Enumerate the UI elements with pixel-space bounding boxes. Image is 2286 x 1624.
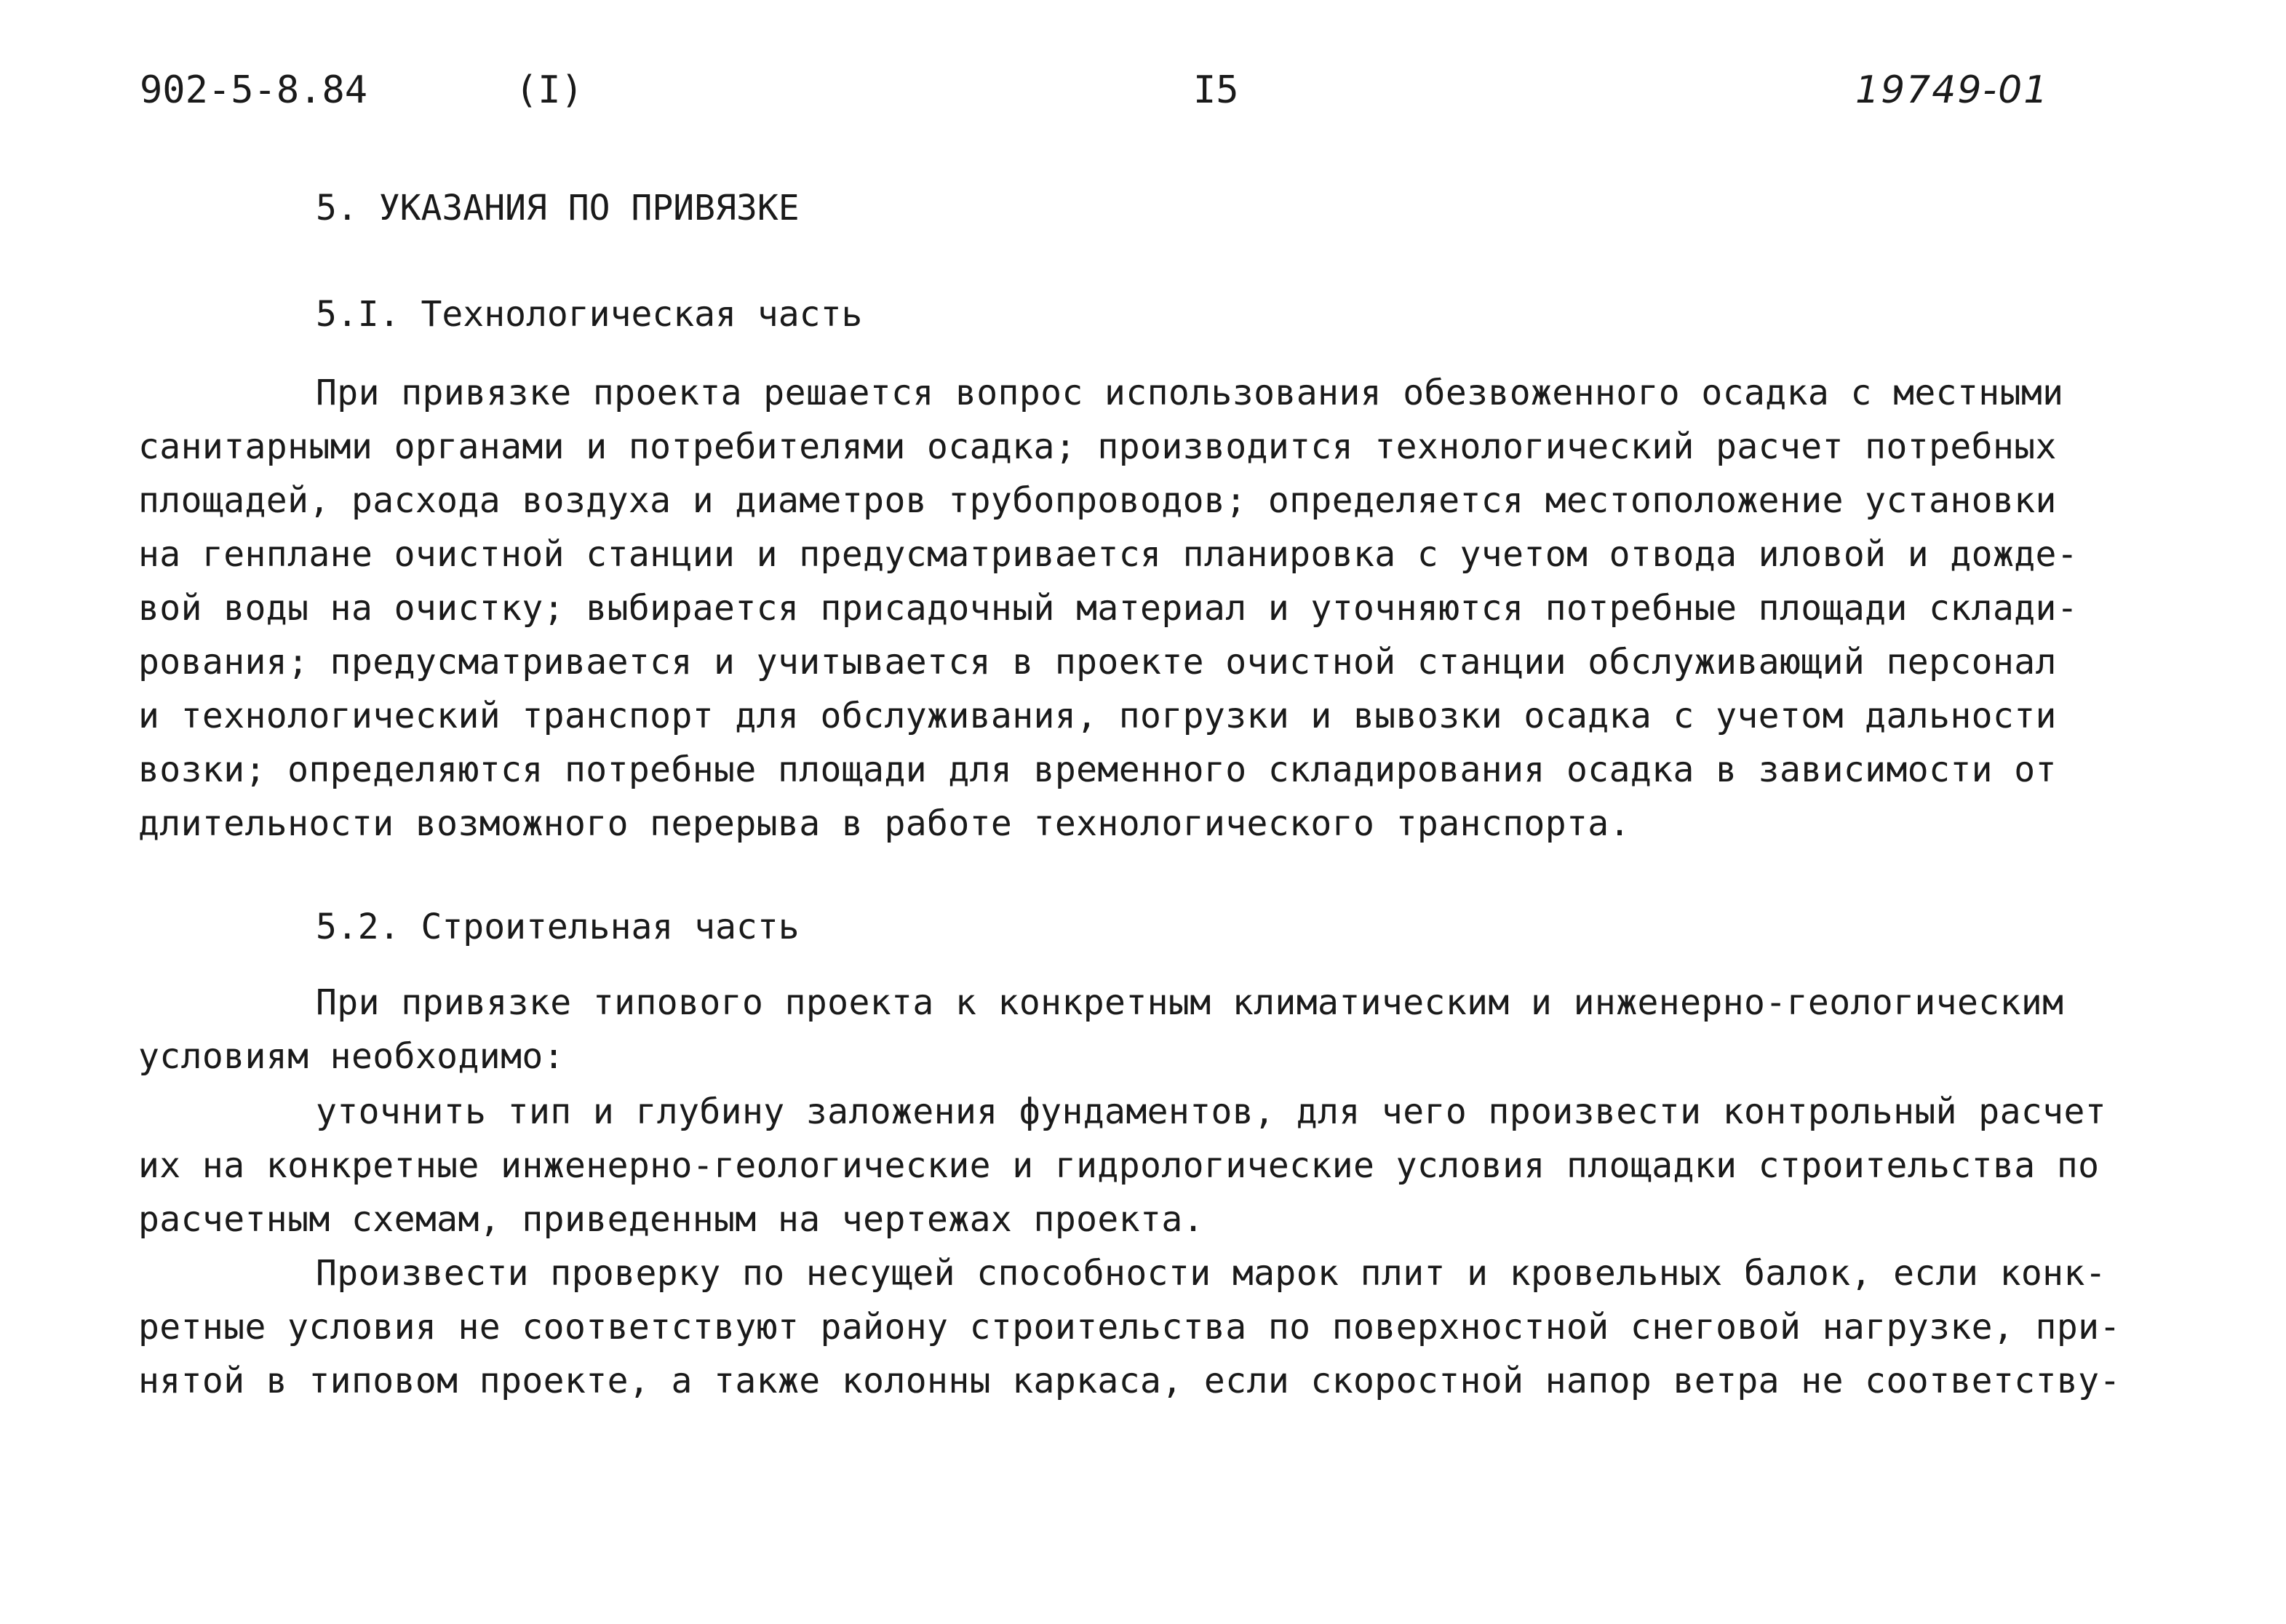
- paragraph-line: их на конкретные инженерно-геологические и гидрологические условия площадки строительства по: [138, 1145, 2100, 1186]
- paragraph-line: уточнить тип и глубину заложения фундаментов, для чего произвести контрольный расчет: [316, 1091, 2107, 1132]
- paragraph-line: на генплане очистной станции и предусматривается планировка с учетом отвода иловой и дожде-: [138, 534, 2079, 575]
- paragraph-line: длительности возможного перерыва в работе технологического транспорта.: [138, 803, 1630, 844]
- doc-code: 902-5-8.84: [140, 68, 368, 112]
- paragraph-line: вой воды на очистку; выбирается присадочный материал и уточняются потребные площади склади-: [138, 588, 2079, 629]
- paragraph-line: нятой в типовом проекте, а также колонны каркаса, если скоростной напор ветра не соответству-: [138, 1361, 2121, 1401]
- paragraph-line: При привязке типового проекта к конкретным климатическим и инженерно-геологическим: [316, 982, 2064, 1023]
- paragraph-line: ретные условия не соответствуют району строительства по поверхностной снеговой нагрузке, при-: [138, 1307, 2121, 1348]
- paragraph-line: санитарными органами и потребителями осадка; производится технологический расчет потребных: [138, 426, 2057, 467]
- subsection-title-construction: 5.2. Строительная часть: [316, 907, 800, 947]
- paragraph-line: При привязке проекта решается вопрос использования обезвоженного осадка с местными: [316, 373, 2064, 413]
- paragraph-line: условиям необходимо:: [138, 1036, 565, 1077]
- paragraph-line: площадей, расхода воздуха и диаметров трубопроводов; определяется местоположение установки: [138, 480, 2057, 521]
- paragraph-line: расчетным схемам, приведенным на чертежах проекта.: [138, 1199, 1204, 1240]
- archive-number: 19749-01: [1855, 68, 2050, 112]
- page-number: I5: [1193, 68, 1239, 112]
- paragraph-line: и технологический транспорт для обслуживания, погрузки и вывозки осадка с учетом дальности: [138, 696, 2057, 736]
- subsection-title-technological: 5.I. Технологическая часть: [316, 294, 863, 335]
- paragraph-line: рования; предусматривается и учитывается в проекте очистной станции обслуживающий персонал: [138, 642, 2057, 682]
- sheet-number: (I): [515, 68, 584, 112]
- paragraph-line: возки; определяются потребные площади для временного складирования осадка в зависимости от: [138, 749, 2057, 790]
- section-title: 5. УКАЗАНИЯ ПО ПРИВЯЗКЕ: [316, 188, 800, 228]
- paragraph-line: Произвести проверку по несущей способности марок плит и кровельных балок, если конк-: [316, 1253, 2107, 1294]
